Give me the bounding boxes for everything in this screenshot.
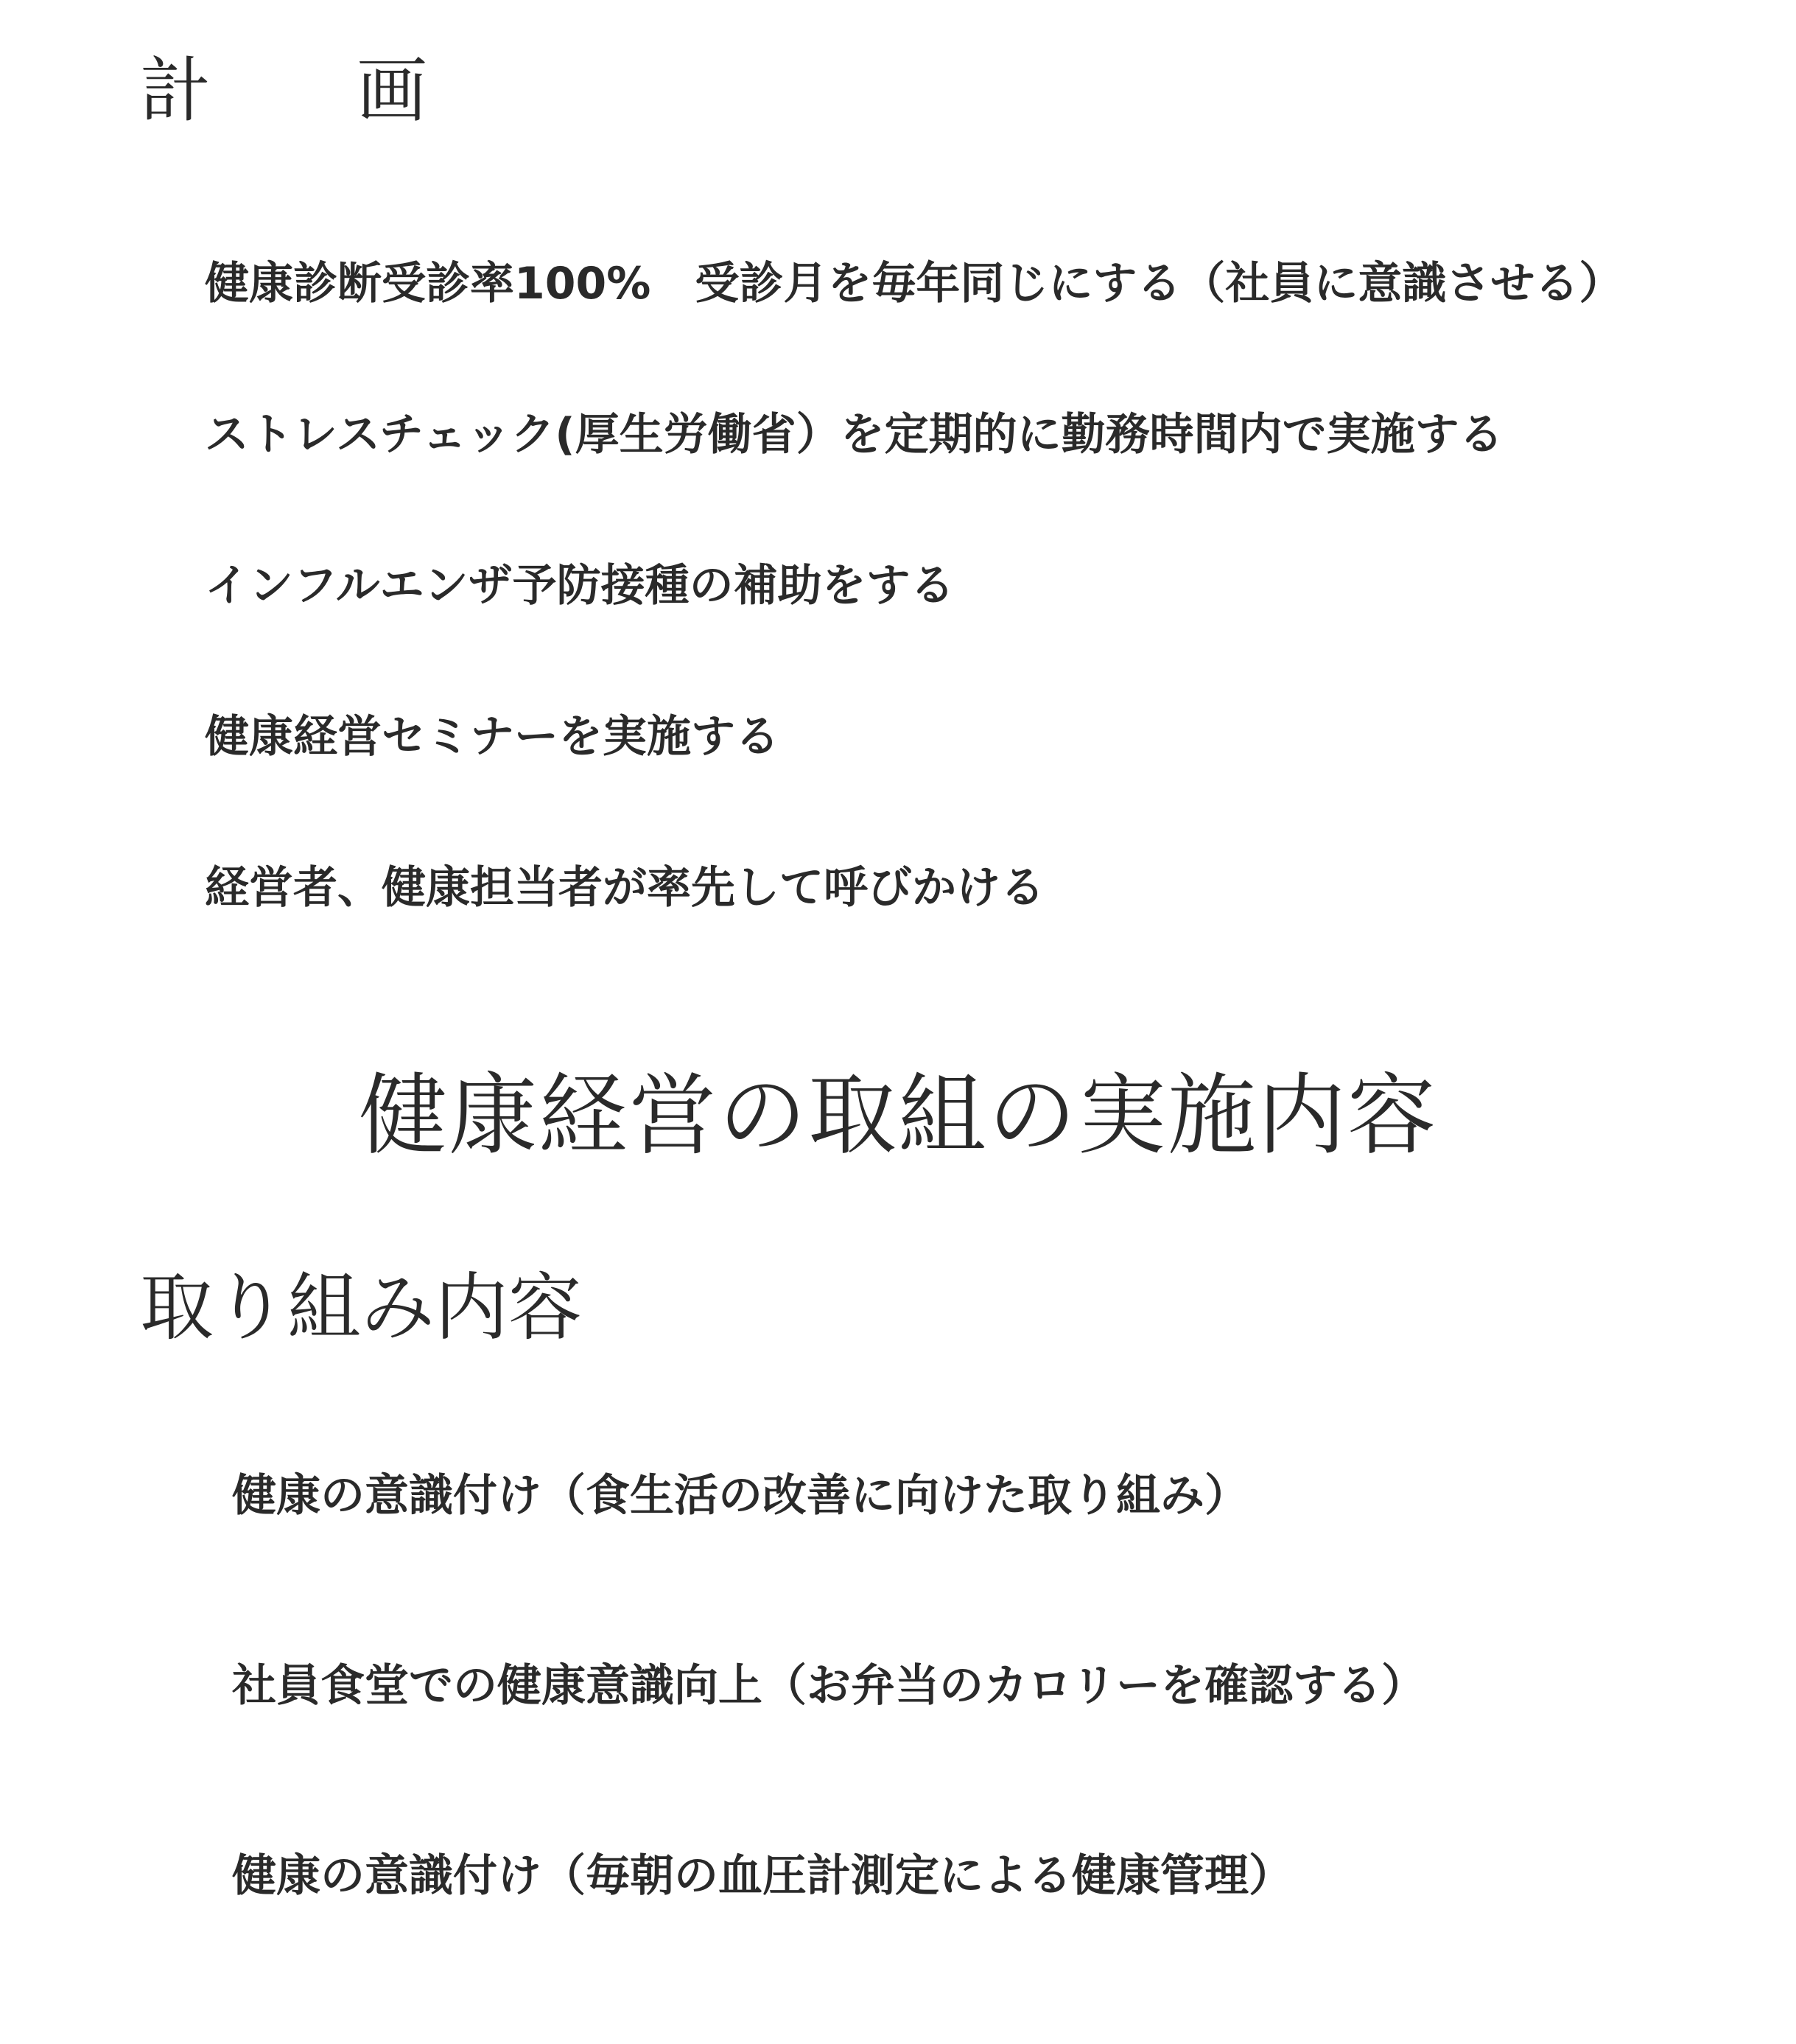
main-title: 健康経営の取組の実施内容 [359,1065,1437,1167]
content-item: 健康の意識付け（毎朝の血圧計測定による健康管理） [232,1850,1293,1902]
plan-item: 健康診断受診率100% 受診月を毎年同じにする（社員に意識させる） [205,258,1624,309]
content-item: 健康の意識付け（食生活の改善に向けた取り組み） [232,1470,1249,1522]
plan-item: ストレスチェック(厚生労働省）を定期的に勤務時間内で実施する [205,409,1504,461]
plan-heading: 計 画 [140,49,429,132]
plan-list [205,258,1624,1017]
plan-item: 経営者、健康担当者が率先して呼びかける [205,862,1045,914]
plan-item: 健康経営セミナーを実施する [205,711,779,763]
plan-item: インフルエンザ予防接種の補助をする [205,560,955,612]
content-list [232,1470,1425,2044]
content-item: 社員食堂での健康意識向上（お弁当のカロリーを確認する） [232,1660,1425,1712]
content-heading: 取り組み内容 [140,1264,582,1351]
